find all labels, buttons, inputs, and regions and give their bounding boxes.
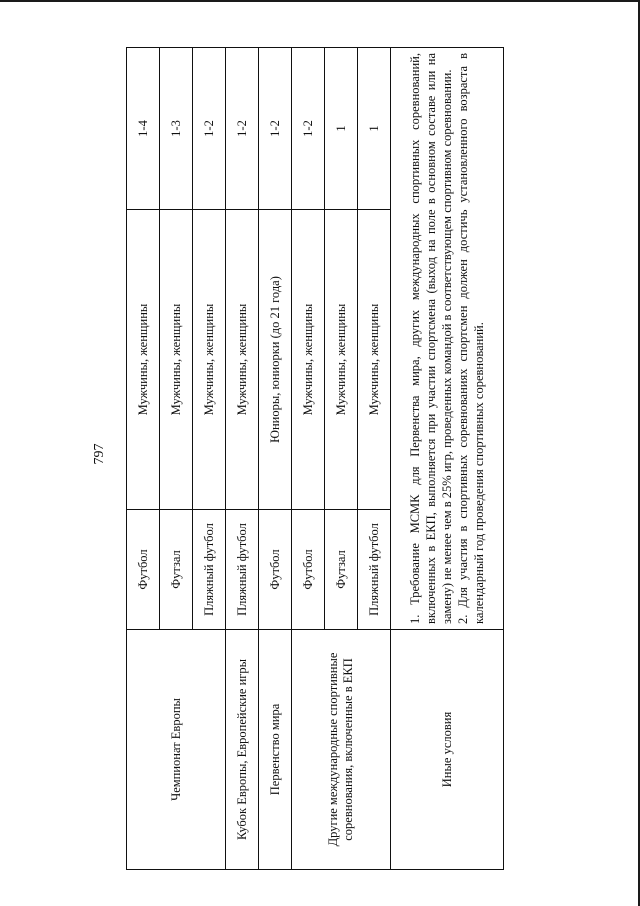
group-cell: Мужчины, женщины [226,210,259,510]
condition-item-1: 1. Требование МСМК для Первенства мира, других международных спортивных соревнований, включенных в ЕКП, выполняется при участии спортсмена (выход на поле в основном составе или на замену) не менее чем в 25% игр, проведенных командой в соответствующем спортивном соревновании. [408,53,454,624]
table-row [259,48,292,870]
group-cell: Мужчины, женщины [358,210,391,510]
discipline-cell: Футбол [292,510,325,630]
places-cell: 1-2 [193,48,226,210]
competition-cell: Чемпионат Европы [127,630,226,870]
page-number: 797 [92,443,107,465]
table-row [292,48,325,870]
group-cell: Мужчины, женщины [325,210,358,510]
group-cell: Мужчины, женщины [160,210,193,510]
group-cell: Мужчины, женщины [193,210,226,510]
discipline-cell: Пляжный футбол [226,510,259,630]
places-cell: 1-3 [160,48,193,210]
places-cell: 1-2 [292,48,325,210]
group-cell: Мужчины, женщины [127,210,160,510]
competition-cell: Другие международные спортивные соревнования, включенные в ЕКП [292,630,391,870]
table-row [127,48,160,870]
discipline-cell: Пляжный футбол [358,510,391,630]
places-cell: 1 [325,48,358,210]
table-row [226,48,259,870]
group-cell: Мужчины, женщины [292,210,325,510]
conditions-text [391,48,504,630]
places-cell: 1 [358,48,391,210]
places-cell: 1-4 [127,48,160,210]
places-cell: 1-2 [259,48,292,210]
discipline-cell: Пляжный футбол [193,510,226,630]
group-cell: Юниоры, юниорки (до 21 года) [259,210,292,510]
conditions-label: Иные условия [391,630,504,870]
competition-cell: Первенство мира [259,630,292,870]
requirements-table [126,47,504,870]
places-cell: 1-2 [226,48,259,210]
discipline-cell: Футбол [127,510,160,630]
discipline-cell: Футбол [259,510,292,630]
rotated-page [92,20,486,876]
discipline-cell: Футзал [160,510,193,630]
condition-item-2: 2. Для участия в спортивных соревнованиях спортсмен должен достичь установленного возраста в календарный год проведения спортивных соревнований. [456,53,486,624]
discipline-cell: Футзал [325,510,358,630]
scan-edge-top [0,0,640,2]
conditions-row [391,48,504,870]
competition-cell: Кубок Европы, Европейские игры [226,630,259,870]
